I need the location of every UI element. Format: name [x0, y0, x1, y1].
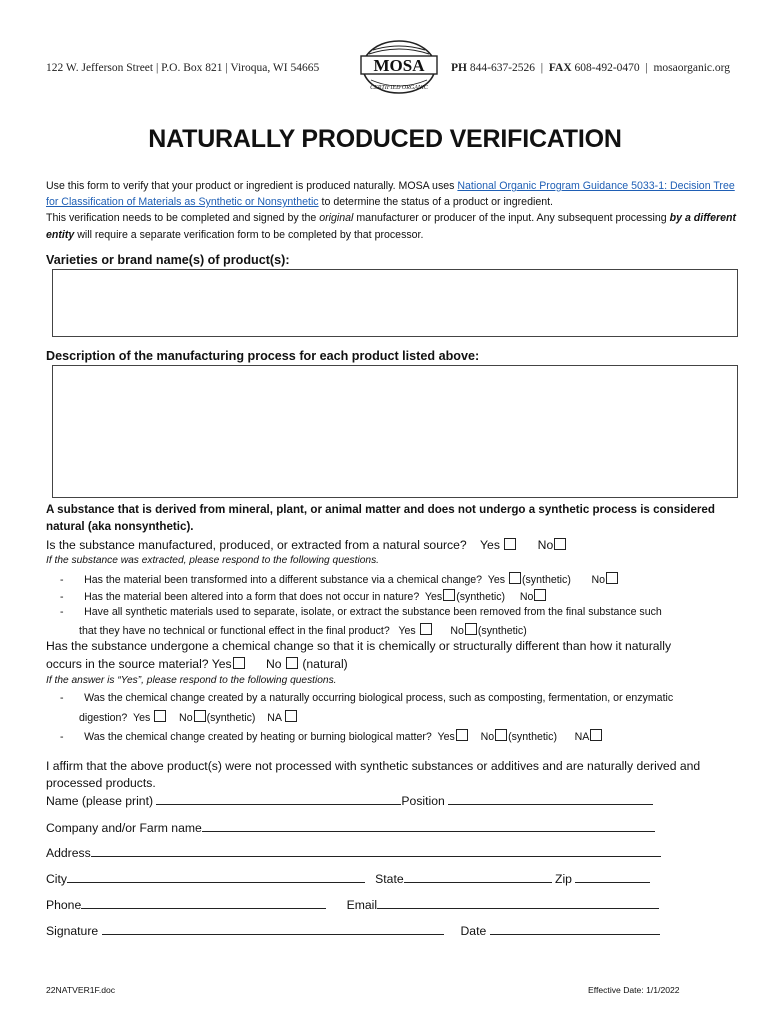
q1-note: If the substance was extracted, please respond to the following questions.: [46, 555, 379, 566]
q2a-na-checkbox[interactable]: [285, 710, 297, 722]
natural-heading: A substance that is derived from mineral, plant, or animal matter and does not undergo a synthetic process is considered natural (aka nonsynthetic).: [46, 503, 715, 533]
q2-text-2: occurs in the source material?: [46, 657, 209, 671]
address-field[interactable]: [91, 845, 661, 857]
q1a-yes-label: Yes: [487, 574, 506, 586]
intro-p2-start: This verification needs to be completed and signed by the: [46, 212, 320, 225]
position-field[interactable]: [448, 793, 653, 805]
q2-no-label: No: [265, 657, 282, 671]
description-label: Description of the manufacturing process for each product listed above:: [46, 349, 480, 363]
q1c-no-checkbox[interactable]: [465, 623, 477, 635]
q1b-row: - Has the material been altered into a form that does not occur in nature? Yes (synthetic) No: [60, 589, 547, 603]
header-fax: 608-492-0470: [574, 62, 640, 74]
q1c-row: - Have all synthetic materials used to separate, isolate, or extract the substance been removed from the final substance such: [60, 606, 662, 618]
name-position-row: [46, 793, 653, 808]
intro-different-entity: by a different entity: [46, 212, 736, 241]
q1b-text: Has the material been altered into a form that does not occur in nature?: [84, 591, 420, 603]
q2a-na-label: NA: [267, 712, 282, 724]
q2b-no-label: No: [480, 731, 495, 743]
q1c-text-2: that they have no technical or functional effect in the final product?: [79, 625, 390, 637]
city-label: City: [46, 872, 67, 886]
q1a-synthetic: (synthetic): [521, 574, 571, 586]
q2b-na-checkbox[interactable]: [590, 729, 602, 741]
q2a-no-label: No: [179, 712, 193, 724]
state-label: State: [375, 872, 404, 886]
company-field[interactable]: [202, 820, 655, 832]
logo-subtext: CERTIFIED ORGANIC: [370, 85, 428, 91]
intro-p1-start: Use this form to verify that your product or ingredient is produced naturally. MOSA uses: [46, 180, 458, 192]
phone-label-field: Phone: [46, 898, 82, 912]
q2-row-1: Has the substance undergone a chemical change so that it is chemically or structurally different than how it naturally: [46, 639, 672, 653]
intro-p2-end: will require a separate verification form to be completed by that processor.: [74, 228, 424, 241]
q2a-text-1: Was the chemical change created by a naturally occurring biological process, such as composting, fermentation, or enzymatic: [84, 692, 674, 704]
q2-yes-checkbox[interactable]: [233, 657, 245, 669]
page-title: NATURALLY PRODUCED VERIFICATION: [148, 125, 622, 153]
q1b-no-checkbox[interactable]: [534, 589, 546, 601]
date-field[interactable]: [490, 923, 660, 935]
phone-field[interactable]: [81, 897, 326, 909]
date-label: Date: [460, 924, 487, 938]
header-contact: PH 844-637-2526 | FAX 608-492-0470 | mosaorganic.org: [451, 62, 731, 74]
name-label: Name (please print): [46, 794, 154, 808]
q2-natural: (natural): [302, 657, 348, 671]
q2-yes-label: Yes: [211, 657, 232, 671]
q1b-yes-checkbox[interactable]: [443, 589, 455, 601]
q1c-row-2: [79, 623, 527, 637]
q2a-yes-label: Yes: [133, 712, 151, 724]
company-label: Company and/or Farm name: [46, 821, 202, 835]
varieties-input[interactable]: [52, 269, 738, 337]
header-phone: 844-637-2526: [469, 62, 536, 74]
guidance-link[interactable]: National Organic Program Guidance 5033-1: Decision Tree for Classification of Materials as Synthetic or Nonsynthetic: [46, 180, 735, 209]
q1a-no-label: No: [591, 574, 606, 586]
q2a-row-1: - Was the chemical change created by a naturally occurring biological process, such as composting, fermentation, or enzymatic: [60, 692, 674, 704]
signature-field[interactable]: [102, 923, 444, 935]
logo-text: MOSA: [373, 56, 425, 75]
header-website[interactable]: mosaorganic.org: [653, 62, 731, 74]
q2a-yes-checkbox[interactable]: [154, 710, 166, 722]
q1b-synthetic: (synthetic): [456, 591, 506, 603]
q1-yes-label: Yes: [480, 538, 500, 552]
signature-date-row: [46, 923, 660, 938]
q1-yes-checkbox[interactable]: [504, 538, 516, 550]
q2b-row: - Was the chemical change created by heating or burning biological matter? Yes No (synthetic) NA: [60, 729, 603, 743]
q2b-synthetic: (synthetic): [508, 731, 557, 743]
q1a-no-checkbox[interactable]: [606, 572, 618, 584]
zip-label: Zip: [555, 872, 572, 886]
position-label: Position: [401, 794, 445, 808]
intro-p2-mid: manufacturer or producer of the input. Any subsequent processing: [353, 212, 670, 225]
q2a-no-checkbox[interactable]: [194, 710, 206, 722]
header-address: 122 W. Jefferson Street | P.O. Box 821 | Viroqua, WI 54665: [46, 62, 320, 74]
fax-label: FAX: [548, 62, 572, 74]
zip-field[interactable]: [575, 871, 650, 883]
address-row: [46, 845, 661, 860]
company-row: [46, 820, 655, 835]
q2b-yes-label: Yes: [437, 731, 455, 743]
name-field[interactable]: [156, 793, 401, 805]
q1c-text-1: Have all synthetic materials used to separate, isolate, or extract the substance been removed from the final substance such: [84, 606, 662, 618]
q1-text: Is the substance manufactured, produced, or extracted from a natural source?: [46, 538, 467, 552]
varieties-label: Varieties or brand name(s) of product(s):: [46, 253, 290, 267]
q1b-yes-label: Yes: [424, 591, 443, 603]
city-state-zip-row: [46, 871, 650, 886]
affirm-statement: I affirm that the above product(s) were not processed with synthetic substances or additives and are naturally derived and processed products.: [46, 759, 701, 790]
q1c-synthetic: (synthetic): [477, 625, 527, 637]
q1b-no-label: No: [519, 591, 534, 603]
q2-row-2: [46, 657, 348, 671]
q1c-yes-label: Yes: [398, 625, 416, 637]
email-label: Email: [346, 898, 378, 912]
footer-effective-date: Effective Date: 1/1/2022: [588, 985, 680, 995]
q2-no-checkbox[interactable]: [286, 657, 298, 669]
signature-label: Signature: [46, 924, 99, 938]
city-field[interactable]: [67, 871, 365, 883]
q2b-text: Was the chemical change created by heating or burning biological matter?: [84, 731, 432, 743]
intro-original: original: [319, 212, 354, 225]
q2a-row-2: [79, 710, 298, 724]
q1-no-label: No: [537, 538, 554, 552]
q2b-no-checkbox[interactable]: [495, 729, 507, 741]
mosa-logo: [349, 40, 449, 100]
intro-p1-end: to determine the status of a product or ingredient.: [318, 196, 553, 209]
q2a-synthetic: (synthetic): [206, 712, 256, 724]
q1c-yes-checkbox[interactable]: [420, 623, 432, 635]
q2b-na-label: NA: [574, 731, 590, 743]
address-label: Address: [46, 846, 91, 860]
q1a-row: - Has the material been transformed into a different substance via a chemical change? Yes (synthetic) No: [60, 572, 619, 586]
q2b-yes-checkbox[interactable]: [456, 729, 468, 741]
state-field[interactable]: [404, 871, 552, 883]
q1-row: [46, 538, 567, 552]
q2-note: If the answer is “Yes”, please respond to the following questions.: [46, 675, 337, 686]
phone-label: PH: [451, 62, 467, 74]
intro-text: [46, 178, 736, 243]
q1c-no-label: No: [450, 625, 464, 637]
footer-doc-name: 22NATVER1F.doc: [46, 985, 116, 995]
q1a-yes-checkbox[interactable]: [509, 572, 521, 584]
q2a-text-2: digestion?: [79, 712, 128, 724]
description-input[interactable]: [52, 365, 738, 498]
phone-email-row: [46, 897, 659, 912]
email-field[interactable]: [377, 897, 659, 909]
q1-no-checkbox[interactable]: [554, 538, 566, 550]
q1a-text: Has the material been transformed into a different substance via a chemical change?: [84, 574, 483, 586]
